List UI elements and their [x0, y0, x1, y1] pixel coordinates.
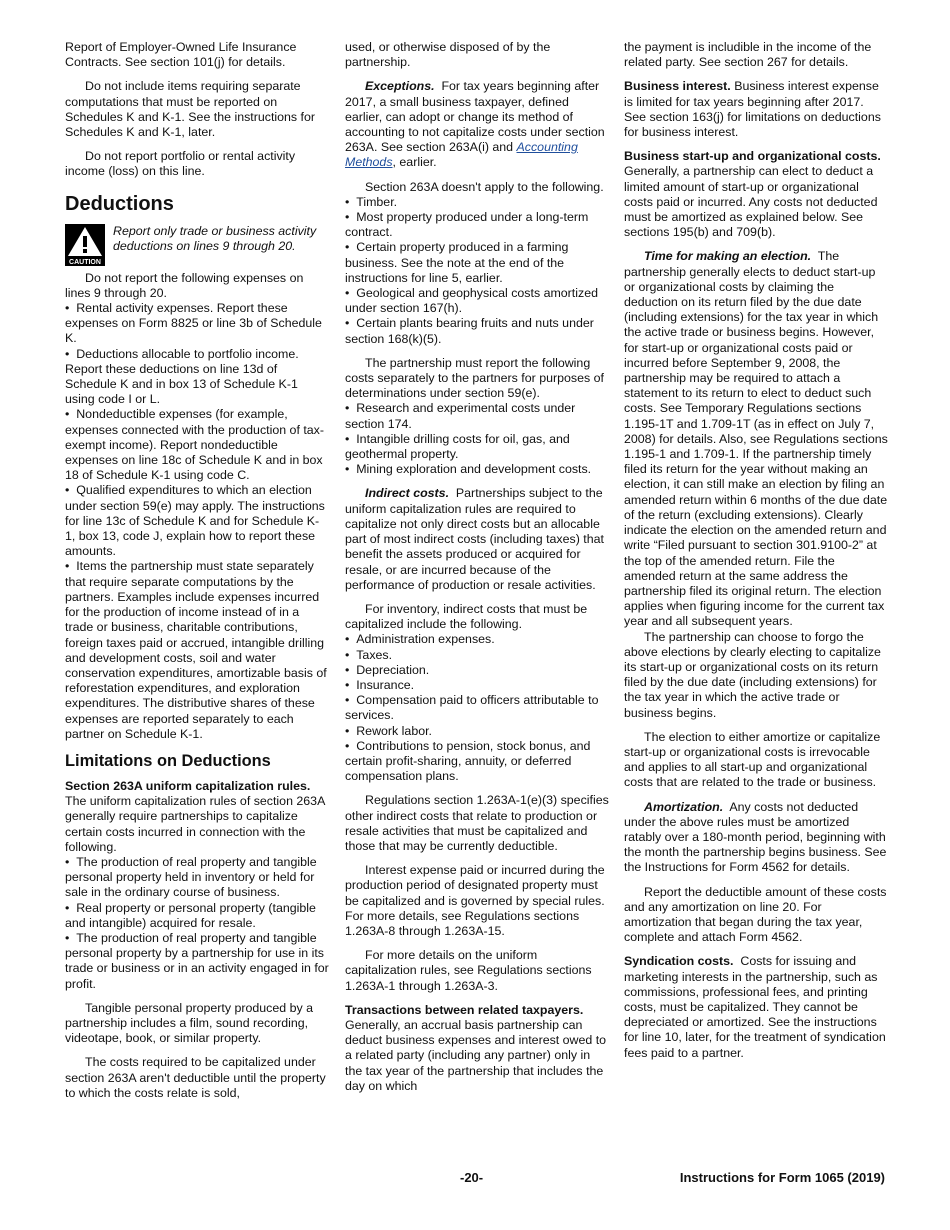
- list-item: • Deductions allocable to portfolio income. Report these deductions on line 13d of Schedule K and in box 13 of Schedule K-1 using code I or L.: [65, 347, 329, 408]
- paragraph-text: Any costs not deducted under the above rules must be amortized ratably over a 180-month period, beginning with the month the partnership begins business. See the Instructions for Form 4562 for details.: [624, 799, 887, 875]
- run-in-heading: Exceptions.: [365, 79, 435, 94]
- paragraph-text: Costs for issuing and marketing interests in the partnership, such as commissions, professional fees, and printing costs, must be capitalized. They cannot be depreciated or amortized. See the instructions for line 10, later, for the treatment of syndication fees paid to a partner.: [624, 954, 886, 1060]
- paragraph: The partnership can choose to forgo the above elections by clearly electing to capitalize its start-up or organizational costs on its return filed by the due date (including extensions) for the tax year in which the active trade or business begins.: [624, 629, 881, 720]
- paragraph: [345, 79, 609, 170]
- caution-label: CAUTION: [69, 258, 101, 266]
- form-title: Instructions for Form 1065 (2019): [679, 1170, 885, 1185]
- paragraph: For more details on the uniform capitalization rules, see Regulations sections 1.263A-1 through 1.263A-3.: [345, 948, 592, 993]
- caution-note: [65, 224, 329, 266]
- list-item: • The production of real property and tangible personal property held in inventory or held for sale in the ordinary course of business.: [65, 855, 329, 901]
- paragraph: Do not report portfolio or rental activity income (loss) on this line.: [65, 149, 296, 179]
- paragraph-text: The partnership generally elects to deduct start-up or organizational costs by claiming the deduction on its return filed by the due date (including extensions) for the tax year in which the active trade or business begins. However, for start-up or organizational costs paid or incurred before September 9, 2008, the partnership may be required to attach a statement to its return to elect to deduct such costs. See Temporary Regulations sections 1.195-1T and 1.709-1T (as in effect on July 7, 2008) for details. Also, see Regulations sections 1.195-1 and 1.709-1. If the partnership timely filed its return for the year without making an election, it can still make an election by filing an amended return within 6 months of the due date of the return (excluding extensions). Clearly indicate the election on the amended return and write “Filed pursuant to section 301.9100-2” at the top of the amended return. File the amended return at the same address the partnership filed its original return. The election applies when figuring income for the current tax year and all subsequent years.: [624, 249, 888, 629]
- list-item: • Intangible drilling costs for oil, gas, and geothermal property.: [345, 432, 609, 462]
- paragraph: [624, 79, 888, 140]
- list-item: • Rental activity expenses. Report these expenses on Form 8825 or line 3b of Schedule K.: [65, 301, 329, 347]
- paragraph: used, or otherwise disposed of by the partnership.: [345, 40, 551, 70]
- list-item: • Depreciation.: [345, 663, 609, 678]
- column-left: [65, 40, 329, 1110]
- list-item: • Certain plants bearing fruits and nuts under section 168(k)(5).: [345, 316, 609, 346]
- paragraph: [624, 149, 888, 240]
- paragraph-text: Generally, an accrual basis partnership can deduct business expenses and interest owed to a related party (including any partner) only in the tax year of the partnership that includes the day on which: [345, 1017, 607, 1093]
- paragraph: Section 263A doesn't apply to the following.: [365, 179, 604, 194]
- paragraph: Tangible personal property produced by a partnership includes a film, sound recording, videotape, book, or similar property.: [65, 1000, 313, 1046]
- paragraph: Report of Employer-Owned Life Insurance Contracts. See section 101(j) for details.: [65, 40, 297, 70]
- list-item: • Certain property produced in a farming business. See the note at the end of the instructions for line 5, earlier.: [345, 240, 609, 286]
- page-number: -20-: [460, 1170, 484, 1185]
- paragraph-text: Partnerships subject to the uniform capitalization rules are required to capitalize not only direct costs but an allocable part of most indirect costs (including taxes) that benefit the assets produced or acquired for resale, or are incurred because of the performance of production or resale activities.: [345, 486, 604, 592]
- paragraph-text: For tax years beginning after 2017, a small business taxpayer, defined earlier, can adopt or change its method of accounting to not capitalize costs under section 263A. See section 263A(i) and: [345, 79, 605, 155]
- run-in-heading: Transactions between related taxpayers.: [345, 1002, 584, 1017]
- run-in-heading: Amortization.: [644, 799, 724, 814]
- list-item: • Administration expenses.: [345, 632, 609, 647]
- list-item: • Items the partnership must state separately that require separate computations by the partners. Examples include expenses incurred for the production of income instead of in a trade or business, charitable contributions, foreign taxes paid or accrued, intangible drilling and development costs, soil and water conservation expenditures, amortizable basis of reforestation expenditures, and exploration expenditures. The distributive shares of these expenses are reported separately to each partner on Schedule K-1.: [65, 559, 329, 741]
- paragraph: Report the deductible amount of these costs and any amortization on line 20. For amortization that began during the tax year, complete and attach Form 4562.: [624, 884, 887, 945]
- section-heading-deductions: Deductions: [65, 192, 174, 215]
- paragraph: The election to either amortize or capitalize start-up or organizational costs is irrevocable and applies to all start-up and organizational costs that are related to the trade or business.: [624, 729, 881, 790]
- paragraph: [345, 486, 609, 592]
- list-item: • Most property produced under a long-term contract.: [345, 210, 609, 240]
- bullet-list: [65, 855, 329, 992]
- run-in-heading: Syndication costs.: [624, 954, 734, 969]
- bullet-list: [345, 632, 609, 784]
- paragraph: For inventory, indirect costs that must be capitalized include the following.: [345, 601, 588, 632]
- paragraph: Regulations section 1.263A-1(e)(3) specifies other indirect costs that relate to production or resale activities that must be capitalized and those that may be currently deductible.: [345, 793, 609, 853]
- paragraph: [65, 779, 329, 855]
- run-in-heading: Business interest.: [624, 79, 731, 94]
- column-right: [624, 40, 888, 1070]
- bullet-list: [345, 195, 609, 347]
- paragraph: [345, 1003, 609, 1094]
- paragraph: [624, 800, 888, 876]
- list-item: • Qualified expenditures to which an election under section 59(e) may apply. The instructions for line 13c of Schedule K and for Schedule K-1, box 13, code J, explain how to report these amounts.: [65, 483, 329, 559]
- list-item: • Rework labor.: [345, 724, 609, 739]
- run-in-heading: Business start-up and organizational costs.: [624, 149, 881, 164]
- list-item: • Real property or personal property (tangible and intangible) acquired for resale.: [65, 901, 329, 931]
- list-item: • Insurance.: [345, 678, 609, 693]
- list-item: • Compensation paid to officers attributable to services.: [345, 693, 609, 723]
- section-heading-limitations: Limitations on Deductions: [65, 751, 271, 770]
- paragraph: The partnership must report the following costs separately to the partners for purposes of determinations under section 59(e).: [345, 355, 604, 401]
- paragraph: Do not report the following expenses on lines 9 through 20.: [65, 270, 304, 300]
- paragraph: Interest expense paid or incurred during the production period of designated property must be capitalized and is governed by special rules. For more details, see Regulations sections 1.263A-8 through 1.263A-15.: [345, 863, 605, 938]
- paragraph: The costs required to be capitalized under section 263A aren't deductible until the property to which the costs relate is sold,: [65, 1055, 326, 1100]
- column-middle: [345, 40, 609, 1103]
- caution-text: Report only trade or business activity deductions on lines 9 through 20.: [113, 223, 317, 253]
- paragraph: Do not include items requiring separate computations that must be reported on Schedules K and K-1. See the instructions for Schedules K and K-1, later.: [65, 79, 316, 140]
- run-in-heading: Indirect costs.: [365, 486, 450, 501]
- paragraph: [624, 954, 888, 1060]
- list-item: • Nondeductible expenses (for example, expenses connected with the production of tax-exempt income). Report nondeductible expenses on line 18c of Schedule K and in box 18 of Schedule K-1 using code C.: [65, 407, 329, 483]
- paragraph: [624, 249, 888, 629]
- list-item: • Contributions to pension, stock bonus, and certain profit-sharing, annuity, or deferred compensation plans.: [345, 739, 609, 785]
- paragraph-text: Generally, a partnership can elect to deduct a limited amount of start-up or organizational costs paid or incurred. Any costs not deducted must be amortized as explained below. See sections 195(b) and 709(b).: [624, 164, 878, 240]
- paragraph-text: The uniform capitalization rules of section 263A generally require partnerships to capitalize certain costs incurred in connection with the following.: [65, 794, 325, 854]
- caution-icon: [65, 224, 105, 266]
- list-item: • Taxes.: [345, 648, 609, 663]
- run-in-heading: Time for making an election.: [644, 249, 812, 264]
- paragraph-text: , earlier.: [392, 155, 437, 170]
- list-item: • The production of real property and tangible personal property by a partnership for use in its trade or business or in an activity engaged in for profit.: [65, 931, 329, 992]
- bullet-list: [345, 401, 609, 477]
- paragraph: the payment is includible in the income of the related party. See section 267 for details.: [624, 40, 872, 70]
- bullet-list: [65, 301, 329, 742]
- paragraph-text: Business interest expense is limited for tax years beginning after 2017. See section 163(j) for limitations on deductions for business interest.: [624, 79, 881, 140]
- list-item: • Research and experimental costs under section 174.: [345, 401, 609, 431]
- accounting-methods-link[interactable]: Accounting Methods: [345, 140, 578, 170]
- run-in-heading: Section 263A uniform capitalization rules.: [65, 778, 311, 793]
- list-item: • Mining exploration and development costs.: [345, 462, 609, 477]
- list-item: • Geological and geophysical costs amortized under section 167(h).: [345, 286, 609, 316]
- list-item: • Timber.: [345, 195, 609, 210]
